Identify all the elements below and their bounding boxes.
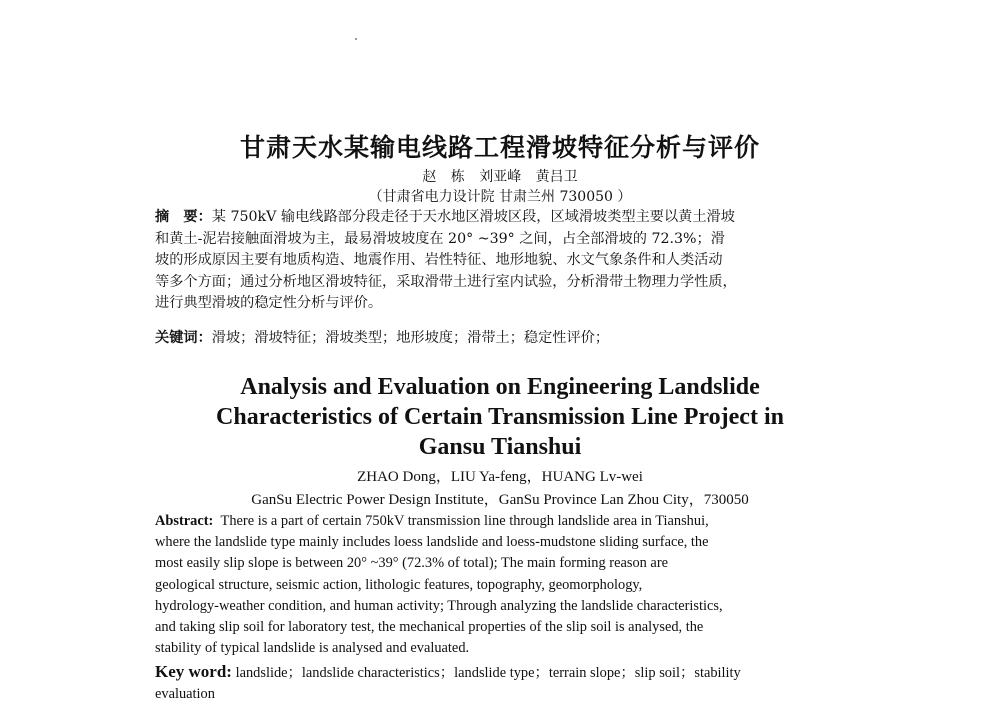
chinese-keywords bbox=[155, 328, 845, 349]
english-keywords-label: Key word: bbox=[155, 662, 232, 681]
english-title bbox=[130, 372, 870, 462]
english-abstract-line-4: geological structure, seismic action, lithologic features, topography, geomorphology, bbox=[155, 576, 643, 593]
english-title-line-2: Characteristics of Certain Transmission Line Project in bbox=[216, 404, 784, 430]
english-abstract-line-6: and taking slip soil for laboratory test, the mechanical properties of the slip soil is analysed, the bbox=[155, 619, 704, 636]
english-abstract-label: Abstract: bbox=[155, 513, 214, 529]
english-affiliation: GanSu Electric Power Design Institute，GanSu Province Lan Zhou City，730050 bbox=[251, 492, 749, 508]
chinese-abstract-line-4: 等多个方面；通过分析地区滑坡特征，采取滑带土进行室内试验，分析滑带土物理力学性质， bbox=[155, 273, 737, 290]
english-abstract-line-7: stability of typical landslide is analysed and evaluated. bbox=[155, 640, 470, 657]
english-keywords-line-1: Key word: landslide；landslide characteristics；landslide type；terrain slope；slip soil；stability bbox=[155, 662, 741, 681]
english-abstract-line-3: most easily slip slope is between 20° ~39° (72.3% of total); The main forming reason are bbox=[155, 555, 668, 572]
english-title-line-3: Gansu Tianshui bbox=[418, 434, 582, 460]
english-keywords-line-2: evaluation bbox=[155, 686, 215, 702]
chinese-abstract-line-3: 坡的形成原因主要有地质构造、地震作用、岩性特征、地形地貌、水文气象条件和人类活动 bbox=[155, 252, 723, 268]
english-abstract bbox=[155, 511, 845, 659]
english-title-line-1: Analysis and Evaluation on Engineering Landslide bbox=[240, 374, 760, 400]
english-authors: ZHAO Dong，LIU Ya-feng，HUANG Lv-wei bbox=[357, 469, 643, 485]
english-abstract-line-5: hydrology-weather condition, and human activity; Through analyzing the landslide characteristics, bbox=[155, 597, 723, 614]
chinese-keywords-label: 关键词： bbox=[155, 330, 212, 346]
chinese-title: 甘肃天水某输电线路工程滑坡特征分析与评价 bbox=[239, 133, 760, 162]
english-keywords bbox=[155, 661, 845, 705]
scan-speck bbox=[355, 38, 357, 40]
chinese-abstract-line-1: 摘 要：某 750kV 输电线路部分段走径于天水地区滑坡区段，区域滑坡类型主要以黄土滑坡 bbox=[155, 209, 735, 225]
english-abstract-line-2: where the landslide type mainly includes loess landslide and loess-mudstone sliding surface, the bbox=[155, 534, 709, 551]
chinese-authors: 赵 栋 刘亚峰 黄吕卫 bbox=[422, 169, 578, 185]
chinese-abstract-line-5: 进行典型滑坡的稳定性分析与评价。 bbox=[155, 295, 383, 311]
chinese-abstract-label: 摘 要： bbox=[155, 209, 212, 225]
chinese-abstract-line-2: 和黄土-泥岩接触面滑坡为主，最易滑坡坡度在 20° ~39° 之间，占全部滑坡的 72.3%；滑 bbox=[155, 230, 725, 247]
english-abstract-line-1: Abstract: There is a part of certain 750kV transmission line through landslide area in Tianshui, bbox=[155, 513, 709, 529]
chinese-affiliation: （甘肃省电力设计院 甘肃兰州 730050 ） bbox=[368, 189, 632, 205]
chinese-keywords-text: 滑坡；滑坡特征；滑坡类型；地形坡度；滑带土；稳定性评价； bbox=[211, 330, 610, 346]
chinese-abstract bbox=[155, 207, 845, 315]
